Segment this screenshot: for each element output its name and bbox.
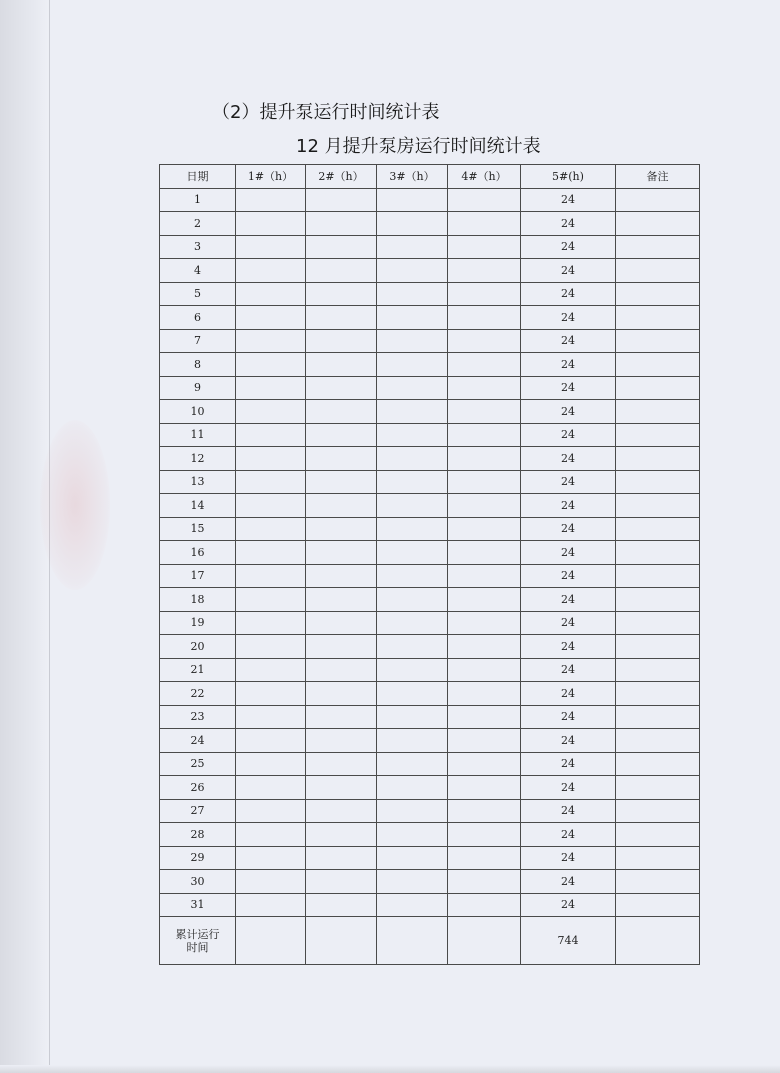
table-row xyxy=(160,259,700,283)
cell-pump-5: 24 xyxy=(521,329,616,353)
cell-pump-4 xyxy=(448,799,521,823)
cell-remarks xyxy=(616,235,700,259)
cell-pump-3 xyxy=(377,329,448,353)
cell-pump-1 xyxy=(236,682,306,706)
cell-pump-4 xyxy=(448,588,521,612)
cell-pump-4 xyxy=(448,541,521,565)
cell-pump-4 xyxy=(448,682,521,706)
cell-date: 10 xyxy=(160,400,236,424)
cell-pump-1 xyxy=(236,611,306,635)
cell-remarks xyxy=(616,212,700,236)
cell-pump-2 xyxy=(306,517,377,541)
cell-remarks xyxy=(616,729,700,753)
total-cell-pump-3 xyxy=(377,917,448,965)
cell-remarks xyxy=(616,376,700,400)
total-label-line-2: 时间 xyxy=(186,940,209,954)
cell-pump-1 xyxy=(236,752,306,776)
cell-date: 31 xyxy=(160,893,236,917)
table-title: 12 月提升泵房运行时间统计表 xyxy=(296,136,541,157)
cell-date: 2 xyxy=(160,212,236,236)
cell-pump-2 xyxy=(306,329,377,353)
cell-date: 26 xyxy=(160,776,236,800)
cell-pump-2 xyxy=(306,564,377,588)
cell-pump-1 xyxy=(236,494,306,518)
table-row xyxy=(160,470,700,494)
cell-remarks xyxy=(616,259,700,283)
table-row xyxy=(160,564,700,588)
table-row xyxy=(160,776,700,800)
cell-pump-4 xyxy=(448,752,521,776)
cell-pump-3 xyxy=(377,729,448,753)
cell-pump-5: 24 xyxy=(521,846,616,870)
cell-pump-5: 24 xyxy=(521,658,616,682)
total-cell-pump-5: 744 xyxy=(521,917,616,965)
cell-pump-2 xyxy=(306,376,377,400)
header-pump-3: 3#（h） xyxy=(377,165,448,189)
cell-pump-4 xyxy=(448,870,521,894)
cell-pump-5: 24 xyxy=(521,494,616,518)
cell-pump-3 xyxy=(377,682,448,706)
cell-pump-3 xyxy=(377,846,448,870)
scan-bottom-edge xyxy=(0,1065,780,1073)
cell-date: 6 xyxy=(160,306,236,330)
cell-pump-4 xyxy=(448,353,521,377)
cell-pump-3 xyxy=(377,447,448,471)
table-row xyxy=(160,235,700,259)
cell-pump-3 xyxy=(377,423,448,447)
cell-pump-1 xyxy=(236,447,306,471)
cell-pump-5: 24 xyxy=(521,588,616,612)
cell-pump-2 xyxy=(306,212,377,236)
cell-pump-4 xyxy=(448,893,521,917)
cell-date: 14 xyxy=(160,494,236,518)
cell-pump-5: 24 xyxy=(521,729,616,753)
cell-remarks xyxy=(616,611,700,635)
cell-pump-5: 24 xyxy=(521,799,616,823)
cell-pump-3 xyxy=(377,658,448,682)
table-row xyxy=(160,541,700,565)
cell-pump-1 xyxy=(236,870,306,894)
cell-pump-2 xyxy=(306,682,377,706)
cell-pump-1 xyxy=(236,376,306,400)
cell-remarks xyxy=(616,893,700,917)
cell-pump-3 xyxy=(377,776,448,800)
cell-remarks xyxy=(616,799,700,823)
cell-pump-2 xyxy=(306,541,377,565)
pump-runtime-table xyxy=(159,164,700,965)
cell-pump-1 xyxy=(236,658,306,682)
table-row xyxy=(160,729,700,753)
table-row xyxy=(160,588,700,612)
cell-pump-5: 24 xyxy=(521,282,616,306)
header-pump-4: 4#（h） xyxy=(448,165,521,189)
cell-pump-4 xyxy=(448,635,521,659)
cell-pump-4 xyxy=(448,846,521,870)
cell-pump-4 xyxy=(448,376,521,400)
header-pump-2: 2#（h） xyxy=(306,165,377,189)
cell-pump-2 xyxy=(306,494,377,518)
cell-remarks xyxy=(616,400,700,424)
cell-pump-1 xyxy=(236,400,306,424)
cell-pump-3 xyxy=(377,400,448,424)
cell-pump-5: 24 xyxy=(521,400,616,424)
table-row xyxy=(160,799,700,823)
cell-pump-5: 24 xyxy=(521,776,616,800)
cell-pump-5: 24 xyxy=(521,235,616,259)
cell-pump-4 xyxy=(448,517,521,541)
cell-date: 23 xyxy=(160,705,236,729)
cell-pump-2 xyxy=(306,235,377,259)
cell-pump-2 xyxy=(306,846,377,870)
cell-pump-5: 24 xyxy=(521,376,616,400)
cell-pump-4 xyxy=(448,658,521,682)
cell-date: 22 xyxy=(160,682,236,706)
cell-date: 17 xyxy=(160,564,236,588)
cell-pump-5: 24 xyxy=(521,611,616,635)
cell-date: 7 xyxy=(160,329,236,353)
table-row xyxy=(160,447,700,471)
table-row xyxy=(160,517,700,541)
table-row xyxy=(160,400,700,424)
cell-date: 27 xyxy=(160,799,236,823)
cell-pump-5: 24 xyxy=(521,188,616,212)
cell-pump-5: 24 xyxy=(521,564,616,588)
table-row xyxy=(160,846,700,870)
total-label xyxy=(160,917,236,965)
total-cell-pump-1 xyxy=(236,917,306,965)
cell-pump-3 xyxy=(377,823,448,847)
cell-date: 30 xyxy=(160,870,236,894)
cell-date: 18 xyxy=(160,588,236,612)
cell-pump-2 xyxy=(306,611,377,635)
cell-pump-5: 24 xyxy=(521,423,616,447)
cell-pump-4 xyxy=(448,564,521,588)
table-row xyxy=(160,635,700,659)
total-cell-pump-4 xyxy=(448,917,521,965)
cell-pump-3 xyxy=(377,188,448,212)
cell-pump-4 xyxy=(448,470,521,494)
table-row xyxy=(160,353,700,377)
cell-pump-4 xyxy=(448,823,521,847)
cell-pump-4 xyxy=(448,282,521,306)
cell-date: 28 xyxy=(160,823,236,847)
cell-pump-3 xyxy=(377,259,448,283)
cell-pump-1 xyxy=(236,329,306,353)
cell-remarks xyxy=(616,564,700,588)
cell-pump-2 xyxy=(306,282,377,306)
cell-pump-3 xyxy=(377,635,448,659)
cell-pump-5: 24 xyxy=(521,517,616,541)
cell-pump-1 xyxy=(236,729,306,753)
cell-remarks xyxy=(616,776,700,800)
cell-remarks xyxy=(616,282,700,306)
cell-remarks xyxy=(616,329,700,353)
table-row xyxy=(160,376,700,400)
cell-pump-5: 24 xyxy=(521,635,616,659)
cell-remarks xyxy=(616,705,700,729)
cell-pump-4 xyxy=(448,705,521,729)
cell-remarks xyxy=(616,870,700,894)
cell-pump-1 xyxy=(236,823,306,847)
cell-pump-1 xyxy=(236,776,306,800)
cell-pump-3 xyxy=(377,212,448,236)
cell-pump-2 xyxy=(306,705,377,729)
cell-pump-5: 24 xyxy=(521,306,616,330)
cell-pump-1 xyxy=(236,588,306,612)
cell-pump-4 xyxy=(448,329,521,353)
cell-pump-5: 24 xyxy=(521,353,616,377)
cell-remarks xyxy=(616,494,700,518)
table-row xyxy=(160,329,700,353)
cell-date: 19 xyxy=(160,611,236,635)
cell-pump-2 xyxy=(306,306,377,330)
section-heading: （2）提升泵运行时间统计表 xyxy=(212,102,440,123)
table-row xyxy=(160,682,700,706)
cell-pump-3 xyxy=(377,752,448,776)
cell-pump-1 xyxy=(236,212,306,236)
cell-pump-2 xyxy=(306,752,377,776)
total-row xyxy=(160,917,700,965)
cell-pump-2 xyxy=(306,799,377,823)
cell-pump-1 xyxy=(236,188,306,212)
cell-pump-1 xyxy=(236,799,306,823)
cell-date: 29 xyxy=(160,846,236,870)
cell-pump-4 xyxy=(448,776,521,800)
table-row xyxy=(160,423,700,447)
cell-date: 16 xyxy=(160,541,236,565)
table-row xyxy=(160,870,700,894)
cell-pump-3 xyxy=(377,541,448,565)
cell-pump-4 xyxy=(448,611,521,635)
cell-pump-5: 24 xyxy=(521,447,616,471)
cell-date: 25 xyxy=(160,752,236,776)
table-row xyxy=(160,893,700,917)
cell-pump-5: 24 xyxy=(521,470,616,494)
cell-pump-5: 24 xyxy=(521,541,616,565)
cell-pump-2 xyxy=(306,893,377,917)
cell-remarks xyxy=(616,823,700,847)
cell-pump-3 xyxy=(377,705,448,729)
cell-pump-2 xyxy=(306,447,377,471)
table-row xyxy=(160,611,700,635)
cell-pump-2 xyxy=(306,400,377,424)
cell-pump-1 xyxy=(236,235,306,259)
cell-pump-3 xyxy=(377,282,448,306)
cell-date: 8 xyxy=(160,353,236,377)
cell-pump-4 xyxy=(448,212,521,236)
header-pump-5: 5#(h) xyxy=(521,165,616,189)
total-label-line-1: 累计运行 xyxy=(175,927,220,941)
cell-pump-4 xyxy=(448,259,521,283)
cell-pump-2 xyxy=(306,423,377,447)
cell-pump-1 xyxy=(236,541,306,565)
table-body xyxy=(160,188,700,917)
cell-pump-4 xyxy=(448,729,521,753)
table-row xyxy=(160,752,700,776)
table-row xyxy=(160,823,700,847)
cell-pump-1 xyxy=(236,635,306,659)
cell-date: 1 xyxy=(160,188,236,212)
cell-pump-5: 24 xyxy=(521,259,616,283)
table-row xyxy=(160,212,700,236)
cell-pump-3 xyxy=(377,494,448,518)
cell-pump-5: 24 xyxy=(521,682,616,706)
table-row xyxy=(160,494,700,518)
cell-pump-5: 24 xyxy=(521,752,616,776)
cell-pump-3 xyxy=(377,893,448,917)
table-row xyxy=(160,188,700,212)
header-pump-1: 1#（h） xyxy=(236,165,306,189)
cell-pump-1 xyxy=(236,893,306,917)
cell-pump-2 xyxy=(306,776,377,800)
cell-pump-2 xyxy=(306,635,377,659)
cell-pump-1 xyxy=(236,564,306,588)
cell-pump-4 xyxy=(448,494,521,518)
cell-pump-3 xyxy=(377,376,448,400)
cell-pump-3 xyxy=(377,611,448,635)
cell-pump-5: 24 xyxy=(521,705,616,729)
cell-remarks xyxy=(616,658,700,682)
cell-remarks xyxy=(616,353,700,377)
cell-pump-4 xyxy=(448,235,521,259)
cell-pump-5: 24 xyxy=(521,893,616,917)
cell-pump-1 xyxy=(236,517,306,541)
cell-pump-2 xyxy=(306,823,377,847)
cell-remarks xyxy=(616,752,700,776)
cell-pump-4 xyxy=(448,188,521,212)
cell-pump-3 xyxy=(377,353,448,377)
cell-date: 4 xyxy=(160,259,236,283)
cell-pump-2 xyxy=(306,188,377,212)
cell-date: 5 xyxy=(160,282,236,306)
cell-pump-3 xyxy=(377,588,448,612)
cell-pump-3 xyxy=(377,564,448,588)
table-header-row xyxy=(160,165,700,189)
cell-date: 3 xyxy=(160,235,236,259)
cell-pump-4 xyxy=(448,400,521,424)
cell-pump-1 xyxy=(236,705,306,729)
cell-remarks xyxy=(616,447,700,471)
cell-date: 12 xyxy=(160,447,236,471)
cell-remarks xyxy=(616,517,700,541)
cell-date: 9 xyxy=(160,376,236,400)
cell-pump-2 xyxy=(306,658,377,682)
cell-pump-1 xyxy=(236,306,306,330)
cell-pump-2 xyxy=(306,353,377,377)
cell-pump-3 xyxy=(377,470,448,494)
cell-pump-1 xyxy=(236,423,306,447)
cell-remarks xyxy=(616,588,700,612)
cell-pump-3 xyxy=(377,870,448,894)
cell-pump-2 xyxy=(306,729,377,753)
cell-date: 20 xyxy=(160,635,236,659)
cell-pump-3 xyxy=(377,517,448,541)
cell-pump-1 xyxy=(236,353,306,377)
header-date: 日期 xyxy=(160,165,236,189)
cell-pump-2 xyxy=(306,470,377,494)
table-row xyxy=(160,306,700,330)
cell-pump-5: 24 xyxy=(521,212,616,236)
cell-remarks xyxy=(616,188,700,212)
cell-remarks xyxy=(616,682,700,706)
total-cell-remarks xyxy=(616,917,700,965)
cell-pump-2 xyxy=(306,870,377,894)
cell-pump-3 xyxy=(377,306,448,330)
cell-date: 13 xyxy=(160,470,236,494)
cell-pump-4 xyxy=(448,447,521,471)
cell-pump-1 xyxy=(236,259,306,283)
cell-remarks xyxy=(616,541,700,565)
cell-pump-1 xyxy=(236,282,306,306)
table-row xyxy=(160,282,700,306)
cell-pump-5: 24 xyxy=(521,870,616,894)
cell-pump-2 xyxy=(306,259,377,283)
cell-date: 21 xyxy=(160,658,236,682)
table-row xyxy=(160,658,700,682)
cell-pump-1 xyxy=(236,470,306,494)
cell-pump-1 xyxy=(236,846,306,870)
cell-pump-4 xyxy=(448,423,521,447)
cell-pump-5: 24 xyxy=(521,823,616,847)
faded-red-stamp xyxy=(40,420,110,590)
cell-pump-2 xyxy=(306,588,377,612)
cell-remarks xyxy=(616,635,700,659)
cell-pump-3 xyxy=(377,235,448,259)
cell-date: 24 xyxy=(160,729,236,753)
table-row xyxy=(160,705,700,729)
cell-pump-4 xyxy=(448,306,521,330)
cell-pump-3 xyxy=(377,799,448,823)
cell-date: 11 xyxy=(160,423,236,447)
total-cell-pump-2 xyxy=(306,917,377,965)
cell-remarks xyxy=(616,423,700,447)
cell-remarks xyxy=(616,846,700,870)
cell-date: 15 xyxy=(160,517,236,541)
cell-remarks xyxy=(616,470,700,494)
cell-remarks xyxy=(616,306,700,330)
header-remarks: 备注 xyxy=(616,165,700,189)
